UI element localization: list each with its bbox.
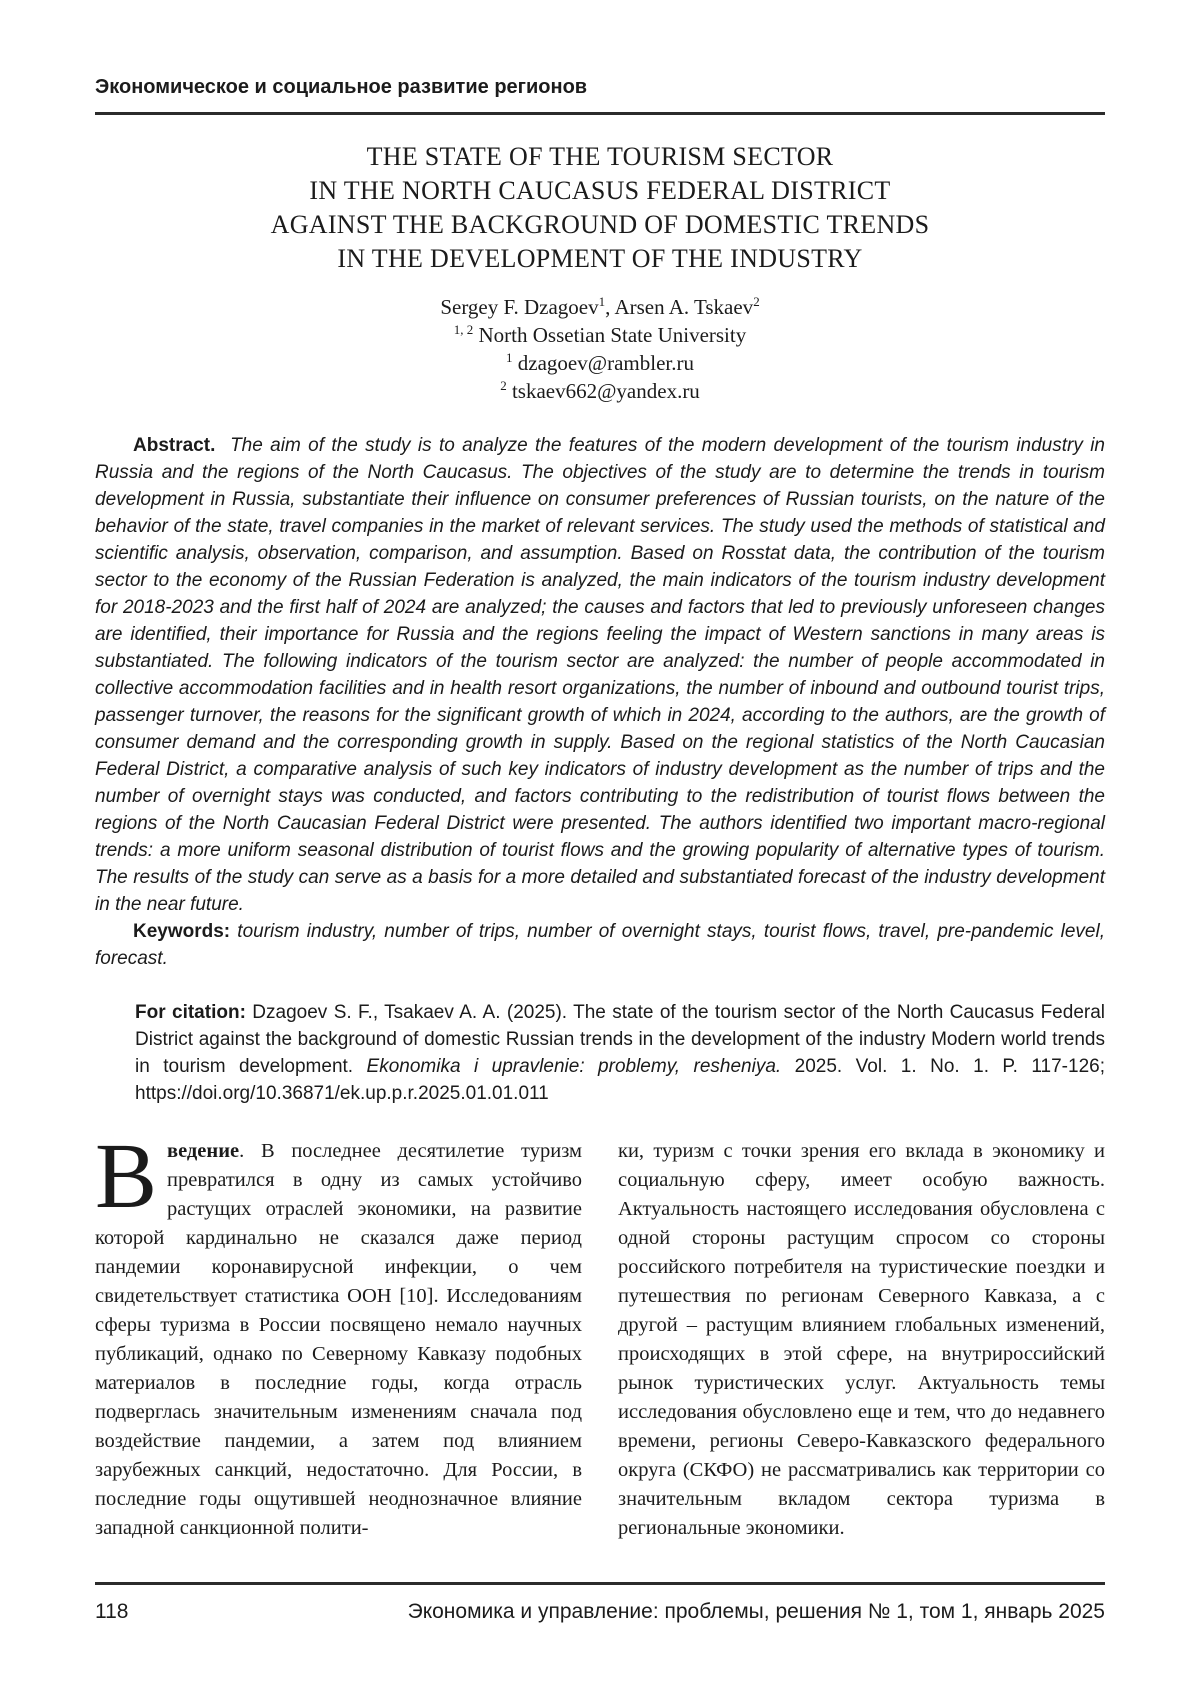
body-text-left: . В последнее десятилетие туризм превратился в одну из самых устойчиво растущих отраслей экономики, на развитие которой кардинально не сказался даже период пандемии коронавирусной инфекции, о чем свидетельствует статистика ООН [10]. Исследованиям сферы туризма в России посвящено немало научных публикаций, однако по Северному Кавказу подобных материалов в последние годы, когда отрасль подверглась значительным изменениям сначала под воздействие пандемии, а затем под влиянием зарубежных санкций, недостаточно. Для России, в последние годы ощутившей неоднозначное влияние западной санкционной полити- bbox=[95, 1140, 582, 1539]
citation-journal-name: Ekonomika i upravlenie: problemy, resheniya. bbox=[366, 1056, 782, 1077]
footer-rule bbox=[95, 1582, 1105, 1585]
footer-row bbox=[95, 1600, 1105, 1624]
author-email: dzagoev@rambler.ru bbox=[512, 351, 694, 375]
article-body bbox=[95, 1125, 1105, 1543]
affiliation-name: North Ossetian State University bbox=[473, 323, 747, 347]
keywords-paragraph bbox=[95, 918, 1105, 972]
affiliation-marker: 1, 2 bbox=[453, 322, 474, 337]
footer-journal-line: Экономика и управление: проблемы, решения № 1, том 1, январь 2025 bbox=[407, 1600, 1105, 1623]
page-number: 118 bbox=[95, 1600, 129, 1623]
citation-label: For citation: bbox=[135, 1002, 246, 1023]
doi-link[interactable]: https://doi.org/10.36871/ek.up.p.r.2025.01.01.011 bbox=[135, 1083, 549, 1104]
authors-line bbox=[95, 293, 1105, 321]
article-title-line: IN THE NORTH CAUCASUS FEDERAL DISTRICT bbox=[309, 176, 891, 205]
dropcap-letter: В bbox=[95, 1125, 158, 1228]
citation-block bbox=[95, 999, 1105, 1107]
abstract-paragraph bbox=[95, 432, 1105, 918]
abstract-label-gap bbox=[215, 435, 230, 456]
body-right-column bbox=[618, 1137, 1105, 1543]
author-affiliation-marker: 1 bbox=[598, 294, 606, 309]
keywords-text: tourism industry, number of trips, number of overnight stays, tourist flows, travel, pre-pandemic level, forecast. bbox=[95, 921, 1105, 969]
page-footer bbox=[95, 1582, 1105, 1624]
author-email-line bbox=[95, 349, 1105, 377]
author-email: tskaev662@yandex.ru bbox=[506, 379, 700, 403]
abstract-label: Abstract. bbox=[133, 435, 216, 456]
authors-block bbox=[95, 293, 1105, 405]
email-marker: 2 bbox=[500, 378, 507, 393]
author-affiliation-marker: 2 bbox=[753, 294, 760, 309]
citation-text: Dzagoev S. F., Tsakaev A. A. (2025). The state of the tourism sector of the North Caucasus Federal District against the background of domestic Russian trends in the development of the industry Modern world trends in tourism development. bbox=[135, 1002, 1105, 1077]
abstract-section bbox=[95, 432, 1105, 972]
authors-separator: , bbox=[605, 295, 615, 319]
journal-section-header: Экономическое и социальное развитие регионов bbox=[95, 76, 588, 98]
abstract-text: The aim of the study is to analyze the features of the modern development of the tourism industry in Russia and the regions of the North Caucasus. The objectives of the study are to determine the trends in tourism development in Russia, substantiate their influence on consumer preferences of Russian tourists, on the nature of the behavior of the state, travel companies in the market of relevant services. The study used the methods of statistical and scientific analysis, observation, comparison, and assumption. Based on Rosstat data, the contribution of the tourism sector to the economy of the Russian Federation is analyzed, the main indicators of the tourism industry development for 2018-2023 and the first half of 2024 are analyzed; the causes and factors that led to previously unforeseen changes are identified, their importance for Russia and the regions feeling the impact of Western sanctions in many areas is substantiated. The following indicators of the tourism sector are analyzed: the number of people accommodated in collective accommodation facilities and in health resort organizations, the number of inbound and outbound tourist trips, passenger turnover, the reasons for the significant growth of which in 2024, according to the authors, are the growth of consumer demand and the corresponding growth in supply. Based on the regional statistics of the North Caucasian Federal District, a comparative analysis of such key indicators of industry development as the number of trips and the number of overnight stays was conducted, and factors contributing to the redistribution of tourist flows between the regions of the North Caucasian Federal District were presented. The authors identified two important macro-regional trends: a more uniform seasonal distribution of tourist flows and the growing popularity of alternative types of tourism. The results of the study can serve as a basis for a more detailed and substantiated forecast of the industry development in the near future. bbox=[95, 435, 1105, 915]
email-marker: 1 bbox=[506, 350, 513, 365]
intro-heading: ведение bbox=[167, 1140, 240, 1162]
body-text-right: ки, туризм с точки зрения его вклада в экономику и социальную сферу, имеет особую важность. Актуальность настоящего исследования обусловлена с одной стороны растущим спросом со стороны российского потребителя на туристические поездки и путешествия по регионам Северного Кавказа, а с другой – растущим влиянием глобальных изменений, происходящих в этой сфере, на внутрироссийский рынок туристических услуг. Актуальность темы исследования обусловлено еще и тем, что до недавнего времени, регионы Северо-Кавказского федерального округа (СКФО) не рассматривались как территории со значительным вкладом сектора туризма в региональные экономики. bbox=[618, 1140, 1105, 1539]
citation-volume-info: 2025. Vol. 1. No. 1. P. 117-126; bbox=[781, 1056, 1105, 1077]
article-title-line: AGAINST THE BACKGROUND OF DOMESTIC TRENDS bbox=[270, 210, 930, 239]
header-rule bbox=[95, 112, 1105, 115]
article-title-line: IN THE DEVELOPMENT OF THE INDUSTRY bbox=[337, 244, 863, 273]
keywords-label: Keywords: bbox=[133, 921, 231, 942]
author-name: Arsen A. Tskaev bbox=[614, 295, 754, 319]
author-name: Sergey F. Dzagoev bbox=[440, 295, 599, 319]
affiliation-line bbox=[95, 321, 1105, 349]
author-email-line bbox=[95, 377, 1105, 405]
body-left-column bbox=[95, 1125, 582, 1543]
article-title bbox=[95, 140, 1105, 276]
article-title-line: THE STATE OF THE TOURISM SECTOR bbox=[366, 142, 834, 171]
